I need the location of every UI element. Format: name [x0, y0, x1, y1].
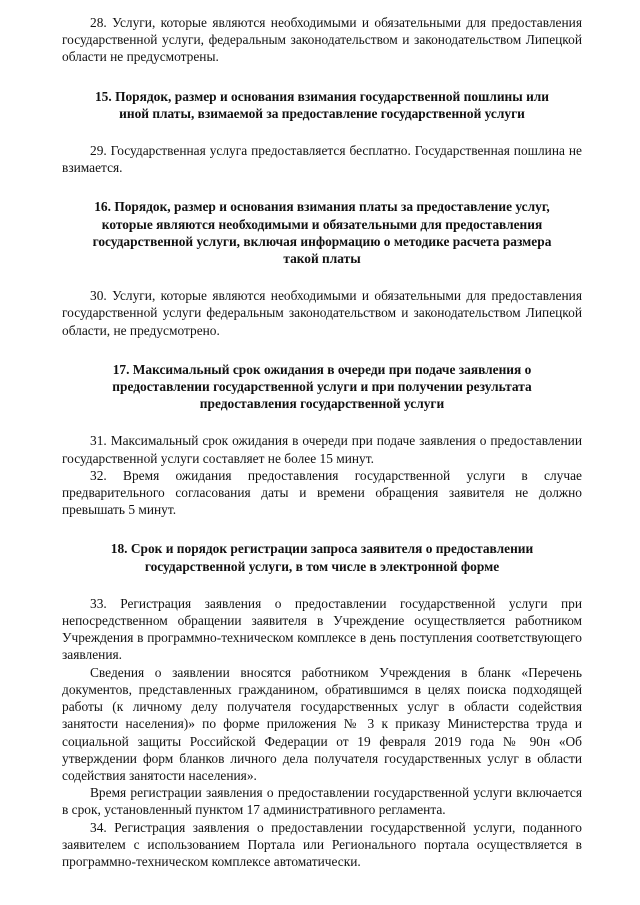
paragraph-28: 28. Услуги, которые являются необходимыми и обязательными для предоставления государственной услуги, федеральным законодательством и законодательством Липецкой области не предусмотрены.: [62, 15, 582, 65]
paragraph-33-timing: Время регистрации заявления о предоставлении государственной услуги включается в срок, установленный пунктом 17 административного регламента.: [62, 785, 582, 818]
paragraph-34: 34. Регистрация заявления о предоставлении государственной услуги, поданного заявителем с использованием Портала или Регионального портала осуществляется в программно-техническом комплексе автоматически.: [62, 819, 582, 869]
document-page: [62, 14, 582, 870]
section-heading-16: 16. Порядок, размер и основания взимания платы за предоставление услуг, которые являются необходимыми и обязательными для предоставления государственной услуги, включая информацию о методике расчета размера такой платы: [92, 199, 552, 267]
section-heading-15: 15. Порядок, размер и основания взимания государственной пошлины или иной платы, взимаемой за предоставление государственной услуги: [94, 88, 550, 121]
paragraph-33-details: Сведения о заявлении вносятся работником Учреждения в бланк «Перечень документов, представленных гражданином, обратившимся в целях поиска подходящей работы (к личному делу получателя государственных услуг в области содействия занятости населения)» по форме приложения № 3 к приказу Министерства труда и социальной защиты Российской Федерации от 19 февраля 2019 года № 90н «Об утверждении форм бланков личного дела получателя государственных услуг в области содействия занятости населения».: [62, 664, 582, 783]
paragraph-31: 31. Максимальный срок ожидания в очереди при подаче заявления о предоставлении государственной услуги составляет не более 15 минут.: [62, 433, 582, 466]
paragraph-29: 29. Государственная услуга предоставляется бесплатно. Государственная пошлина не взимается.: [62, 143, 582, 176]
section-heading-17: 17. Максимальный срок ожидания в очереди при подаче заявления о предоставлении государственной услуги и при получении результата предоставления государственной услуги: [112, 361, 532, 412]
paragraph-30: 30. Услуги, которые являются необходимыми и обязательными для предоставления государственной услуги федеральным законодательством и законодательством Липецкой области, не предусмотрено.: [62, 288, 582, 338]
paragraph-32: 32. Время ожидания предоставления государственной услуги в случае предварительного согласования даты и времени обращения заявителя не должно превышать 5 минут.: [62, 467, 582, 518]
section-heading-18: 18. Срок и порядок регистрации запроса заявителя о предоставлении государственной услуги, в том числе в электронной форме: [110, 541, 534, 574]
paragraph-33: 33. Регистрация заявления о предоставлении государственной услуги при непосредственном обращении заявителя в Учреждение осуществляется работником Учреждения в программно-техническом комплексе в день поступления соответствующего заявления.: [62, 595, 582, 663]
